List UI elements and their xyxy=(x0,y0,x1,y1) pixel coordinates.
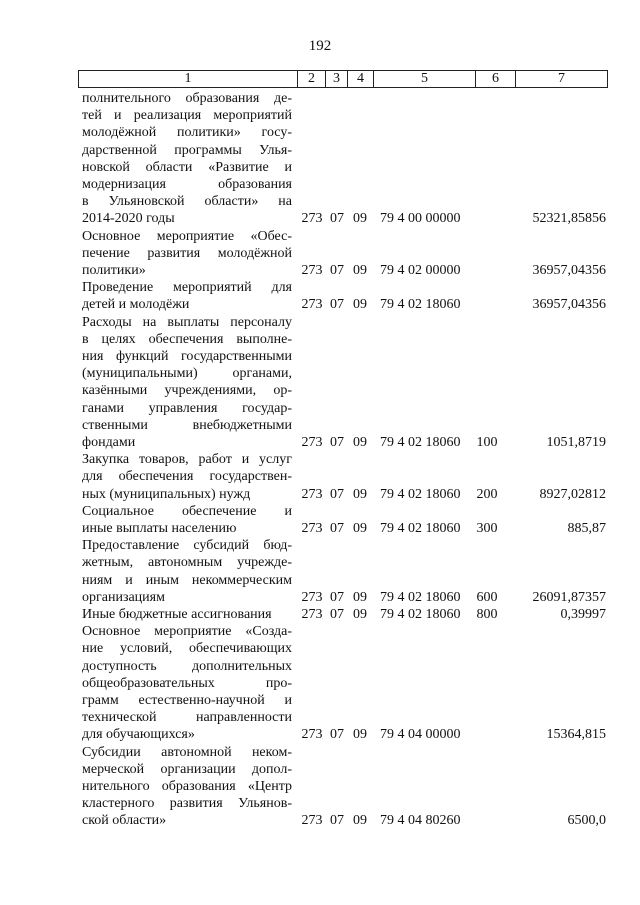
row-name xyxy=(82,228,292,280)
row-name-line: мерческой организации допол- xyxy=(82,761,292,777)
row-name-line: иные выплаты населению xyxy=(82,520,237,536)
row-name xyxy=(82,623,292,743)
row-name-line: ганами управления государ- xyxy=(82,400,292,416)
row-cell-c3: 07 xyxy=(330,727,344,743)
row-cell-c4: 09 xyxy=(353,520,367,536)
row-cell-c7: 15364,815 xyxy=(546,727,606,743)
row-cell-c2: 273 xyxy=(301,727,323,743)
row-cell-c7: 52321,85856 xyxy=(532,211,606,227)
row-name xyxy=(82,606,292,623)
row-cell-c3: 07 xyxy=(330,297,344,313)
row-name-line: политики» xyxy=(82,262,146,278)
row-name-line: модернизация образования xyxy=(82,176,292,192)
row-cell-c3: 07 xyxy=(330,211,344,227)
row-name-line: общеобразовательных про- xyxy=(82,675,292,691)
row-name-line: жетным, автономным учрежде- xyxy=(82,555,292,571)
row-name xyxy=(82,451,292,503)
header-col-5: 5 xyxy=(373,71,475,87)
row-name-line: дарственной программы Улья- xyxy=(82,142,292,158)
row-cell-c3: 07 xyxy=(330,589,344,605)
row-cell-c5: 79 4 02 18060 xyxy=(380,486,461,502)
row-name-line: Основное мероприятие «Созда- xyxy=(82,624,292,640)
row-cell-c3: 07 xyxy=(330,262,344,278)
row-name-line: печение развития молодёжной xyxy=(82,245,292,261)
row-cell-c5: 79 4 00 00000 xyxy=(380,211,461,227)
row-cell-c7: 0,39997 xyxy=(560,607,606,622)
row-cell-c5: 79 4 02 18060 xyxy=(380,520,461,536)
header-col-4: 4 xyxy=(347,71,373,87)
header-col-2: 2 xyxy=(297,71,325,87)
row-name-line: ниям и иным некоммерческим xyxy=(82,572,292,588)
row-cell-c4: 09 xyxy=(353,727,367,743)
row-cell-c7: 8927,02812 xyxy=(539,486,606,502)
row-name-line: казёнными учреждениями, ор- xyxy=(82,383,292,399)
row-name-line: Субсидии автономной неком- xyxy=(82,744,292,760)
row-cell-c7: 36957,04356 xyxy=(532,262,606,278)
row-cell-c2: 273 xyxy=(301,297,323,313)
row-name xyxy=(82,503,292,537)
row-name-line: организациям xyxy=(82,589,165,605)
row-name-line: ние условий, обеспечивающих xyxy=(82,641,292,657)
row-cell-c6: 200 xyxy=(476,486,498,502)
row-name-line: доступность дополнительных xyxy=(82,658,292,674)
row-name xyxy=(82,279,292,313)
row-cell-c2: 273 xyxy=(301,520,323,536)
row-cell-c4: 09 xyxy=(353,297,367,313)
row-cell-c5: 79 4 02 18060 xyxy=(380,607,461,622)
row-cell-c4: 09 xyxy=(353,434,367,450)
row-name xyxy=(82,314,292,452)
row-cell-c5: 79 4 04 00000 xyxy=(380,727,461,743)
row-cell-c2: 273 xyxy=(301,262,323,278)
row-name-line: Закупка товаров, работ и услуг xyxy=(82,452,292,468)
row-cell-c2: 273 xyxy=(301,589,323,605)
row-cell-c4: 09 xyxy=(353,262,367,278)
row-name-line: ных (муниципальных) нужд xyxy=(82,486,251,502)
row-cell-c5: 79 4 04 80260 xyxy=(380,813,461,829)
row-name-line: ния функций государственными xyxy=(82,348,292,364)
row-name-line: Расходы на выплаты персоналу xyxy=(82,314,292,330)
row-name xyxy=(82,537,292,606)
row-cell-c7: 1051,8719 xyxy=(546,434,606,450)
row-name-line: нительного образования «Центр xyxy=(82,778,292,794)
row-name-line: в Ульяновской области» на xyxy=(82,194,292,210)
row-name-line: грамм естественно-научной и xyxy=(82,692,292,708)
row-cell-c4: 09 xyxy=(353,589,367,605)
row-cell-c7: 885,87 xyxy=(567,520,606,536)
row-cell-c6: 300 xyxy=(476,520,498,536)
row-name-line: Предоставление субсидий бюд- xyxy=(82,538,292,554)
row-cell-c5: 79 4 02 18060 xyxy=(380,434,461,450)
row-name-line: 2014-2020 годы xyxy=(82,211,175,227)
row-name-line: ской области» xyxy=(82,813,167,829)
row-cell-c4: 09 xyxy=(353,607,367,622)
header-col-3: 3 xyxy=(325,71,347,87)
row-cell-c3: 07 xyxy=(330,434,344,450)
row-cell-c7: 36957,04356 xyxy=(532,297,606,313)
row-name xyxy=(82,90,292,228)
row-name-line: детей и молодёжи xyxy=(82,297,190,313)
row-name-line: полнительного образования де- xyxy=(82,91,292,106)
row-name-line: технической направленности xyxy=(82,710,292,726)
row-name-line: в целях обеспечения выполне- xyxy=(82,331,292,347)
row-name-line: молодёжной политики» госу- xyxy=(82,125,292,141)
row-cell-c7: 26091,87357 xyxy=(532,589,606,605)
row-cell-c4: 09 xyxy=(353,211,367,227)
row-name-line: Социальное обеспечение и xyxy=(82,503,292,519)
row-name-line: Иные бюджетные ассигнования xyxy=(82,607,272,622)
header-col-6: 6 xyxy=(475,71,515,87)
row-cell-c6: 800 xyxy=(476,607,498,622)
row-cell-c2: 273 xyxy=(301,813,323,829)
row-name-line: фондами xyxy=(82,434,136,450)
row-cell-c3: 07 xyxy=(330,607,344,622)
row-name-line: ственными внебюджетными xyxy=(82,417,292,433)
row-name-line: для обучающихся» xyxy=(82,727,195,743)
header-col-7: 7 xyxy=(515,71,607,87)
row-cell-c5: 79 4 02 18060 xyxy=(380,297,461,313)
row-cell-c6: 100 xyxy=(476,434,498,450)
row-cell-c3: 07 xyxy=(330,813,344,829)
row-name-line: Проведение мероприятий для xyxy=(82,280,292,296)
row-name-line: тей и реализация мероприятий xyxy=(82,108,292,124)
table-header xyxy=(78,70,608,88)
row-cell-c5: 79 4 02 00000 xyxy=(380,262,461,278)
row-name xyxy=(82,744,292,830)
row-cell-c2: 273 xyxy=(301,486,323,502)
row-name-line: новской области «Развитие и xyxy=(82,159,292,175)
row-cell-c6: 600 xyxy=(476,589,498,605)
row-cell-c2: 273 xyxy=(301,607,323,622)
row-cell-c2: 273 xyxy=(301,434,323,450)
row-name-line: кластерного развития Ульянов- xyxy=(82,796,292,812)
row-cell-c7: 6500,0 xyxy=(567,813,606,829)
row-name-line: (муниципальными) органами, xyxy=(82,366,292,382)
row-cell-c5: 79 4 02 18060 xyxy=(380,589,461,605)
row-cell-c2: 273 xyxy=(301,211,323,227)
row-name-line: Основное мероприятие «Обес- xyxy=(82,228,292,244)
header-col-1: 1 xyxy=(184,71,192,86)
row-cell-c4: 09 xyxy=(353,486,367,502)
page-number: 192 xyxy=(308,38,332,54)
row-cell-c3: 07 xyxy=(330,520,344,536)
row-cell-c3: 07 xyxy=(330,486,344,502)
row-cell-c4: 09 xyxy=(353,813,367,829)
row-name-line: для обеспечения государствен- xyxy=(82,469,292,485)
